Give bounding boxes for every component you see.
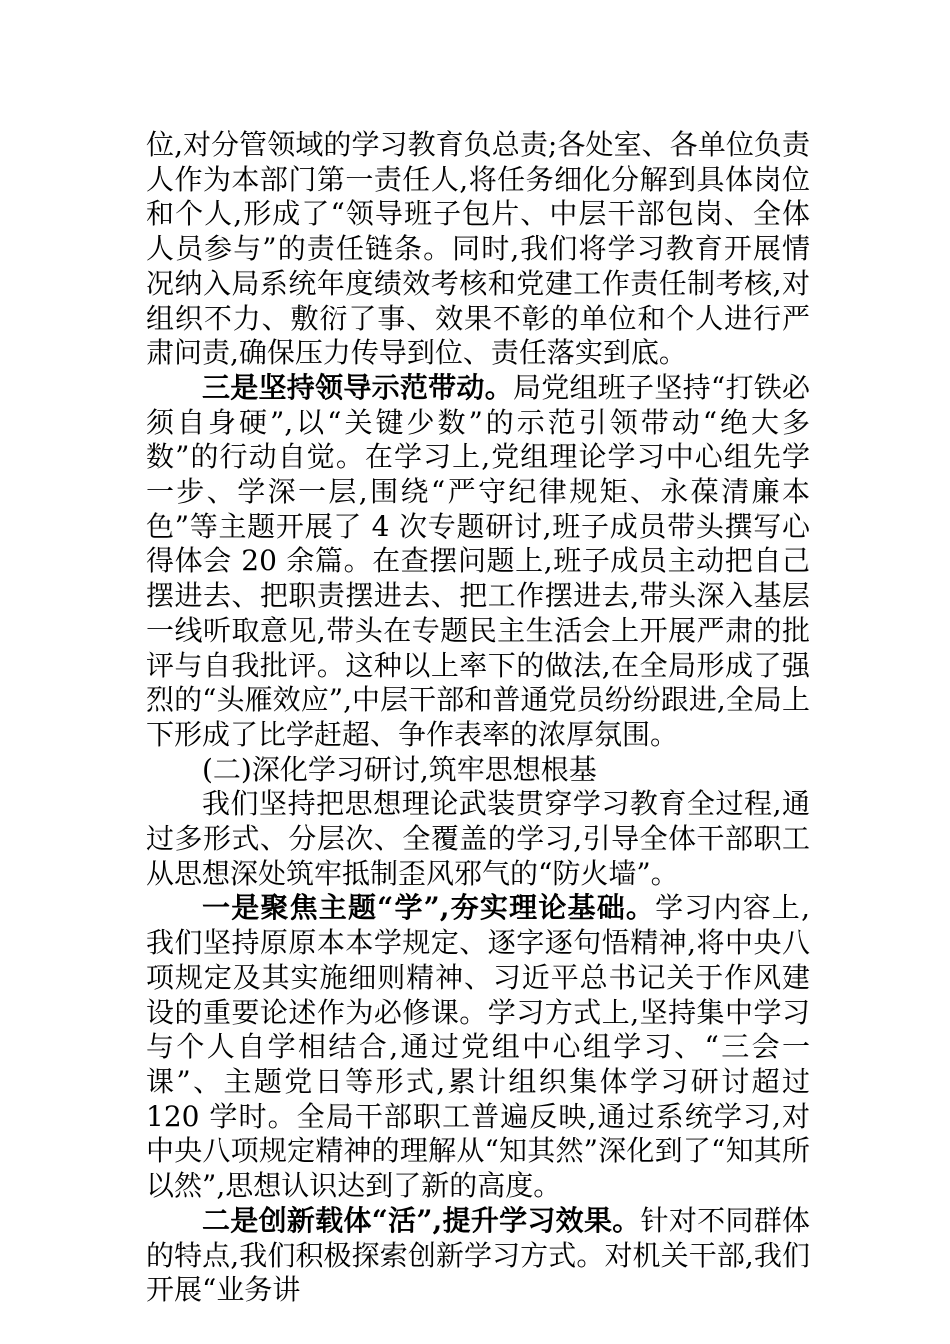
paragraph-text: 位,对分管领域的学习教育负总责;各处室、各单位负责人作为本部门第一责任人,将任务细化分解到具体岗位和个人,形成了“领导班子包片、中层干部包岗、全体人员参与”的责任链条。同时,我们将学习教育开展情况纳入局系统年度绩效考核和党建工作责任制考核,对组织不力、敷衍了事、效果不彰的单位和个人进行严肃问责,确保压力传导到位、责任落实到底。: [146, 128, 810, 370]
paragraph-theory-armament: [146, 787, 810, 891]
section-heading: [146, 753, 810, 788]
paragraph-text: 我们坚持把思想理论武装贯穿学习教育全过程,通过多形式、分层次、全覆盖的学习,引导全体干部职工从思想深处筑牢抵制歪风邪气的“防火墙”。: [146, 787, 810, 890]
paragraph-lead-heading: 二是创新载体“活”,提升学习效果。: [202, 1203, 641, 1237]
paragraph-text: 学习内容上,我们坚持原原本本学规定、逐字逐句悟精神,将中央八项规定及其实施细则精神、习近平总书记关于作风建设的重要论述作为必修课。学习方式上,坚持集中学习与个人自学相结合,通过党组中心组学习、“三会一课”、主题党日等形式,累计组织集体学习研讨超过 120 学时。全局干部职工普遍反映,通过系统学习,对中央八项规定精神的理解从“知其然”深化到了“知其所以然”,思想认识达到了新的高度。: [146, 891, 810, 1203]
paragraph-text: 针对不同群体的特点,我们积极探索创新学习方式。对机关干部,我们开展“业务讲: [146, 1203, 810, 1307]
paragraph-text: 局党组班子坚持“打铁必须自身硬”,以“关键少数”的示范引领带动“绝大多数”的行动自觉。在学习上,党组理论学习中心组先学一步、学深一层,围绕“严守纪律规矩、永葆清廉本色”等主题开展了 4 次专题研讨,班子成员带头撰写心得体会 20 余篇。在查摆问题上,班子成员主动把自己摆进去、把职责摆进去、把工作摆进去,带头深入基层一线听取意见,带头在专题民主生活会上开展严肃的批评与自我批评。这种以上率下的做法,在全局形成了强烈的“头雁效应”,中层干部和普通党员纷纷跟进,全局上下形成了比学赶超、争作表率的浓厚氛围。: [146, 370, 810, 751]
document-page: [146, 128, 810, 1308]
section-heading-text: (二)深化学习研讨,筑牢思想根基: [202, 752, 597, 786]
paragraph-innovate-carrier: [146, 1204, 810, 1308]
paragraph-leadership-example: [146, 371, 810, 753]
paragraph-lead-heading: 一是聚焦主题“学”,夯实理论基础。: [202, 891, 656, 925]
paragraph-responsibility-chain: [146, 128, 810, 371]
paragraph-lead-heading: 三是坚持领导示范带动。: [202, 370, 513, 404]
paragraph-focus-study: [146, 891, 810, 1203]
